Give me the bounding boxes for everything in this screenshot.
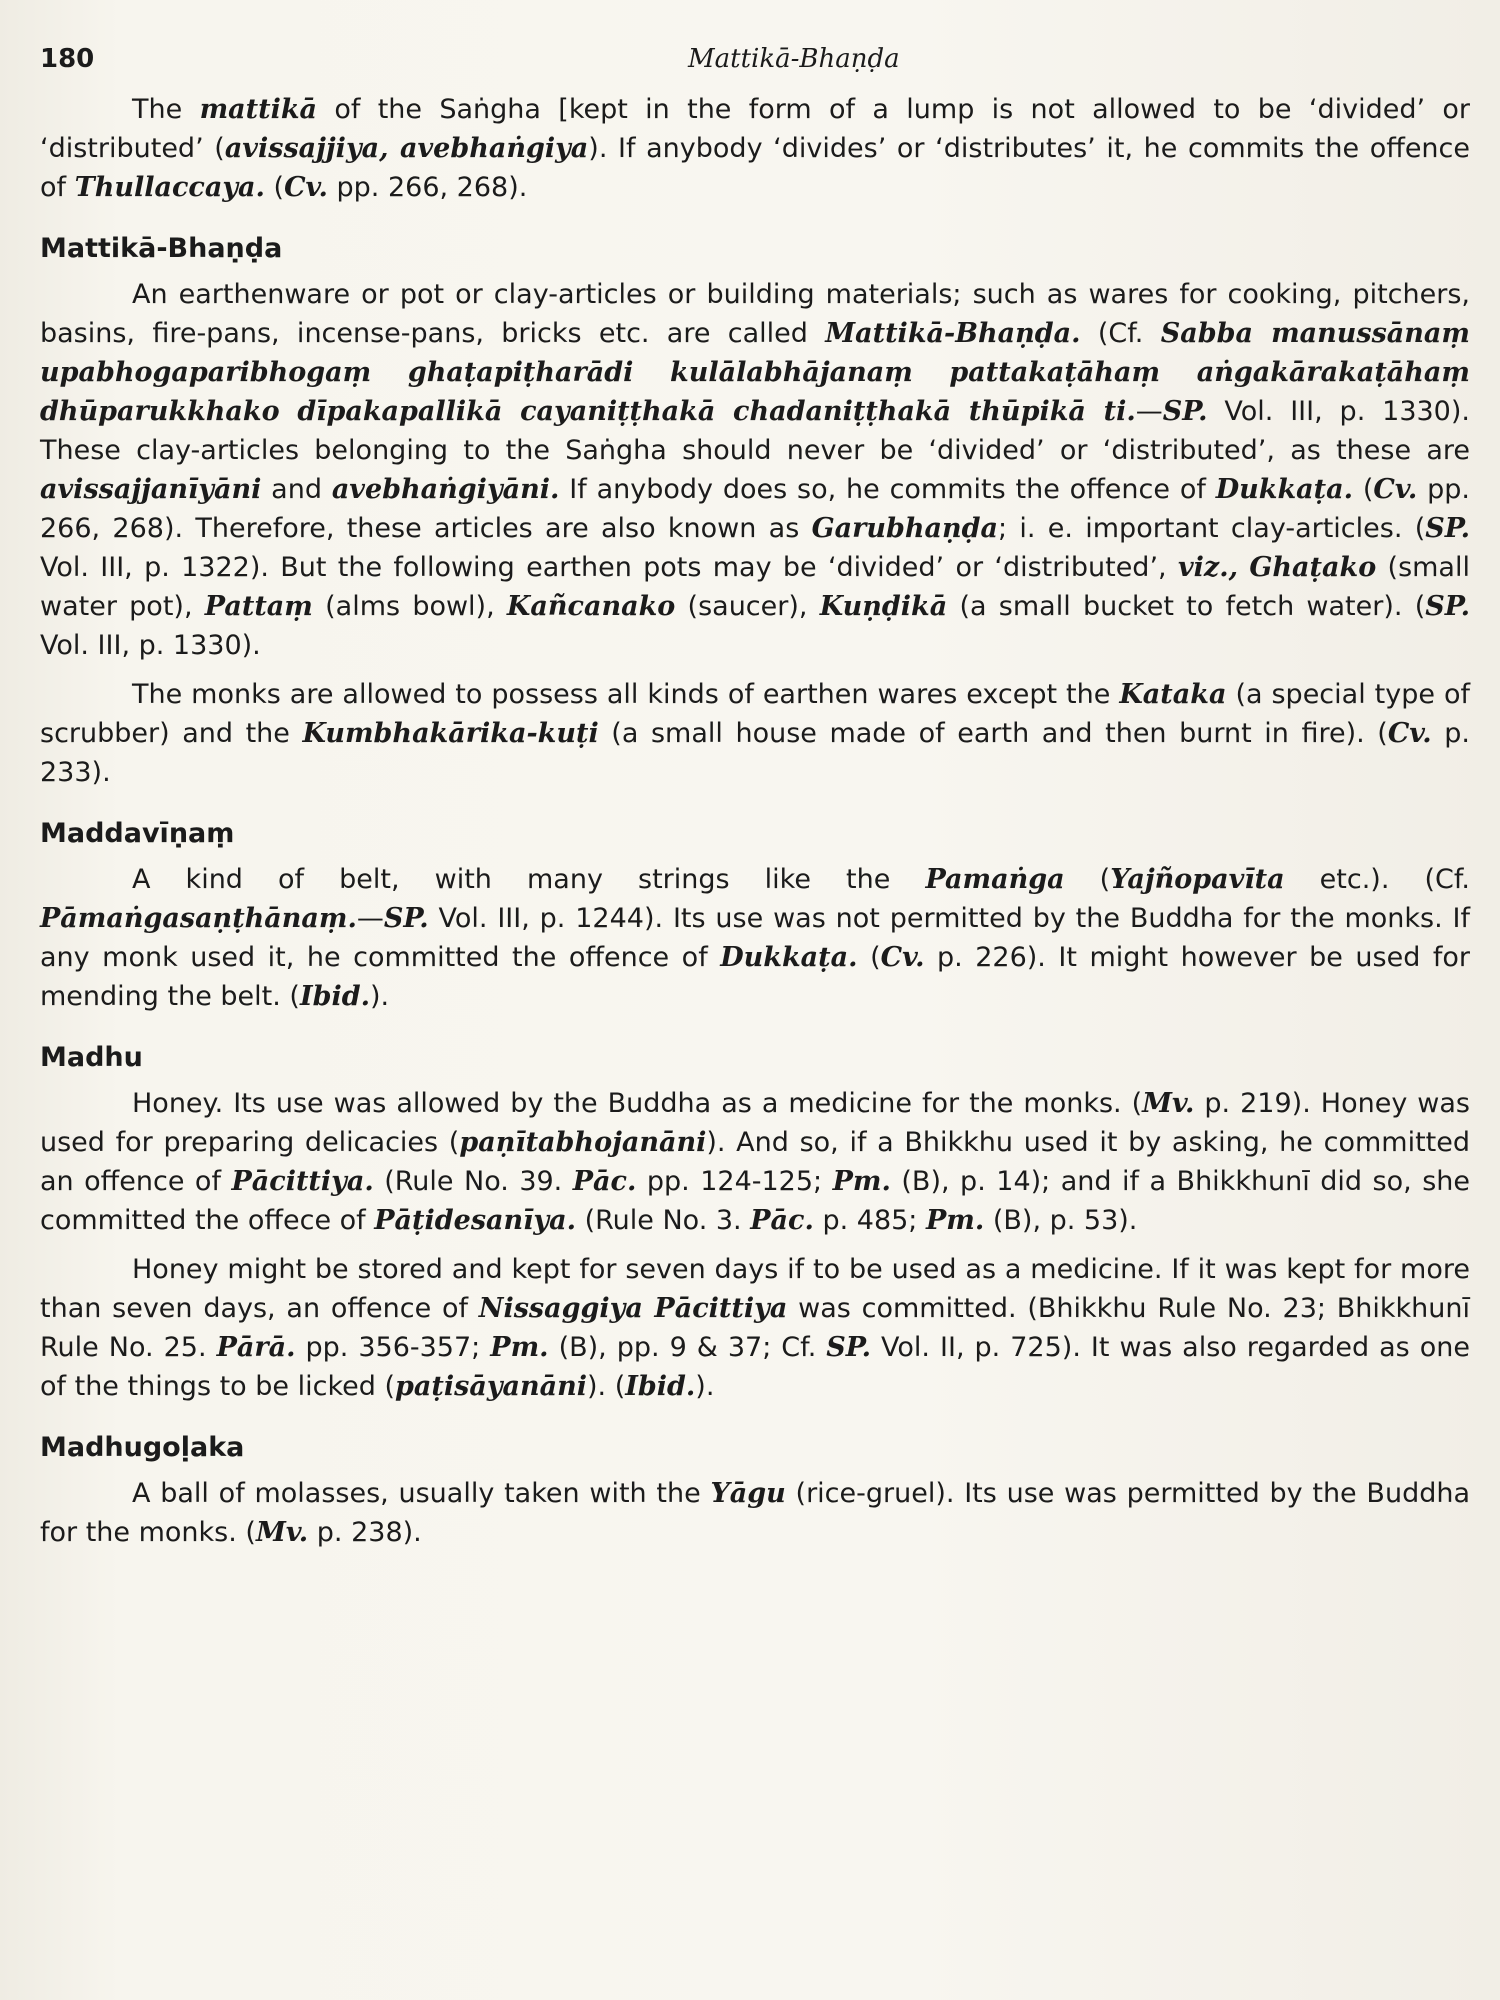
text-run: ( [264,172,285,203]
text-run: Vol. III, p. 1244). Its use was not permitted by the Buddha for the monks. If any monk used it, he committed the offence of [40,903,1470,973]
text-run: ). ( [587,1371,626,1402]
text-run: pp. 356-357; [295,1332,491,1363]
text-run: (small water pot), [40,552,1470,622]
italic-term: Thullaccaya. [74,172,265,203]
text-run: Vol. III, p. 1330). These clay-articles belonging to the Saṅgha should never be ‘divided’ or ‘distributed’, as these are [40,396,1470,466]
italic-term: Pm. [925,1205,985,1236]
italic-term: Dukkaṭa. [1215,474,1354,505]
italic-term: Pācittiya. [231,1166,374,1197]
text-run: (a special type of scrubber) and the [40,679,1470,749]
text-run: pp. 124-125; [636,1166,833,1197]
italic-term: Kumbhakārika-kuṭi [302,718,599,749]
italic-term: Mattikā-Bhaṇḍa. [825,318,1081,349]
entry-paragraph [40,1474,1470,1552]
page-number: 180 [40,44,95,74]
entry-heading: Mattikā-Bhaṇḍa [40,233,283,264]
italic-term: viz., [1177,552,1239,583]
text-run: ). [695,1371,715,1402]
text-run: (B), pp. 9 & 37; Cf. [548,1332,827,1363]
italic-term: Pattaṃ [204,591,313,622]
italic-term: mattikā [199,94,318,125]
dictionary-entries [40,90,1470,1552]
text-run: (Cf. [1080,318,1161,349]
italic-term: Cv. [880,942,925,973]
italic-term: Pamaṅga [925,864,1065,895]
text-run: was committed. (Bhikkhu Rule No. 23; Bhikkhunī Rule No. 25. [40,1293,1471,1363]
text-run: — [356,903,384,934]
entry-paragraph [40,1084,1470,1240]
text-run: A kind of belt, with many strings like the [132,864,926,895]
italic-term: avebhaṅgiyāni. [331,474,560,505]
text-run: (rice-gruel). Its use was permitted by the Buddha for the monks. ( [40,1478,1471,1548]
italic-term: Pm. [490,1332,549,1363]
italic-term: avissajjiya, avebhaṅgiya [224,133,589,164]
italic-term: Pārā. [216,1332,296,1363]
text-run: ). [369,981,390,1012]
italic-term: Ghaṭako [1249,552,1377,583]
text-run: Honey. Its use was allowed by the Buddha as a medicine for the monks. ( [132,1088,1143,1119]
italic-term: avissajjanīyāni [40,474,262,505]
italic-term: Cv. [284,172,328,203]
italic-term: Kuṇḍikā [819,591,948,622]
text-run: If anybody does so, he commits the offence of [559,474,1216,505]
italic-term: Pāmaṅgasaṇṭhānaṃ. [40,903,357,934]
entry-paragraph [40,1250,1470,1406]
italic-term: Pāc. [572,1166,637,1197]
text-run: etc.). (Cf. [1284,864,1470,895]
italic-term: Yāgu [710,1478,786,1509]
text-run: p. 238). [308,1517,422,1548]
text-run: ( [857,942,881,973]
italic-term: Pm. [832,1166,891,1197]
text-run: (Rule No. 39. [373,1166,573,1197]
text-run: (B), p. 14); and if a Bhikkhunī did so, she committed the offece of [40,1166,1470,1236]
italic-term: paṇītabhojanāni [459,1127,707,1158]
running-title: Mattikā-Bhaṇḍa [688,44,900,74]
italic-term: Kataka [1119,679,1227,710]
italic-term: Kañcanako [506,591,676,622]
text-run: pp. 266, 268). [327,172,528,203]
text-run: Vol. III, p. 1330). [40,630,261,661]
italic-term: Cv. [1387,718,1432,749]
italic-term: Ibid. [299,981,370,1012]
entry-heading: Madhu [40,1042,143,1073]
text-run: (a small bucket to fetch water). ( [947,591,1426,622]
entry-paragraph [40,675,1470,792]
italic-term: SP. [1425,513,1470,544]
text-run: p. 219). Honey was used for preparing delicacies ( [40,1088,1470,1158]
text-run: The [132,94,200,125]
text-run: Vol. II, p. 725). It was also regarded as one of the things to be licked ( [40,1332,1470,1402]
text-run: — [1135,396,1163,427]
text-run: Honey might be stored and kept for seven days if to be used as a medicine. If it was kept for more than seven days, an offence of [40,1254,1470,1324]
text-run: ( [1353,474,1374,505]
italic-term: SP. [383,903,429,934]
italic-term: Mv. [255,1517,309,1548]
italic-term: SP. [826,1332,872,1363]
italic-term: Yajñopavīta [1110,864,1285,895]
text-run: ; i. e. important clay-articles. ( [998,513,1426,544]
entry-paragraph [40,860,1470,1016]
entry-paragraph [40,90,1470,207]
running-head [40,38,1470,90]
italic-term: Nissaggiya Pācittiya [478,1293,788,1324]
text-run: of the Saṅgha [kept in the form of a lump is not allowed to be ‘divided’ or ‘distributed’ ( [40,94,1470,164]
text-run: p. 485; [813,1205,926,1236]
italic-term: Pāc. [750,1205,814,1236]
text-run: pp. 266, 268). Therefore, these articles are also known as [40,474,1470,544]
italic-term: Dukkaṭa. [720,942,858,973]
text-run: and [261,474,332,505]
text-run: (a small house made of earth and then burnt in fire). ( [598,718,1388,749]
text-run [1238,552,1249,583]
text-run: (saucer), [675,591,820,622]
text-run: p. 226). It might however be used for mending the belt. ( [40,942,1471,1012]
text-run: A ball of molasses, usually taken with the [132,1478,711,1509]
entry-paragraph [40,275,1470,665]
italic-term: SP. [1162,396,1208,427]
text-run: ). If anybody ‘divides’ or ‘distributes’ it, he commits the offence of [40,133,1470,203]
italic-term: Pāṭidesanīya. [374,1205,576,1236]
text-run: ). And so, if a Bhikkhu used it by asking, he committed an offence of [40,1127,1470,1197]
page-content [40,38,1470,1552]
italic-term: Sabba manussānaṃ upabhogaparibhogaṃ ghaṭapiṭharādi kulālabhājanaṃ pattakaṭāhaṃ aṅgakārakaṭāhaṃ dhūparukkhako dīpakapallikā cayaniṭṭhakā chadaniṭṭhakā thūpikā ti. [40,318,1470,427]
text-run: (B), p. 53). [984,1205,1138,1236]
italic-term: Cv. [1373,474,1418,505]
text-run: ( [1064,864,1111,895]
text-run: An earthenware or pot or clay-articles or building materials; such as wares for cooking, pitchers, basins, fire-pans, incense-pans, bricks etc. are called [40,279,1470,349]
text-run: Vol. III, p. 1322). But the following earthen pots may be ‘divided’ or ‘distributed’, [40,552,1178,583]
italic-term: Garubhaṇḍa [811,513,998,544]
italic-term: paṭisāyanāni [395,1371,588,1402]
text-run: The monks are allowed to possess all kinds of earthen wares except the [132,679,1120,710]
text-run: p. 233). [40,718,1470,788]
italic-term: Mv. [1142,1088,1195,1119]
text-run: (alms bowl), [312,591,507,622]
entry-heading: Maddavīṇaṃ [40,818,235,849]
entry-heading: Madhugoḷaka [40,1432,245,1463]
italic-term: SP. [1425,591,1470,622]
text-run: (Rule No. 3. [576,1205,751,1236]
italic-term: Ibid. [625,1371,696,1402]
